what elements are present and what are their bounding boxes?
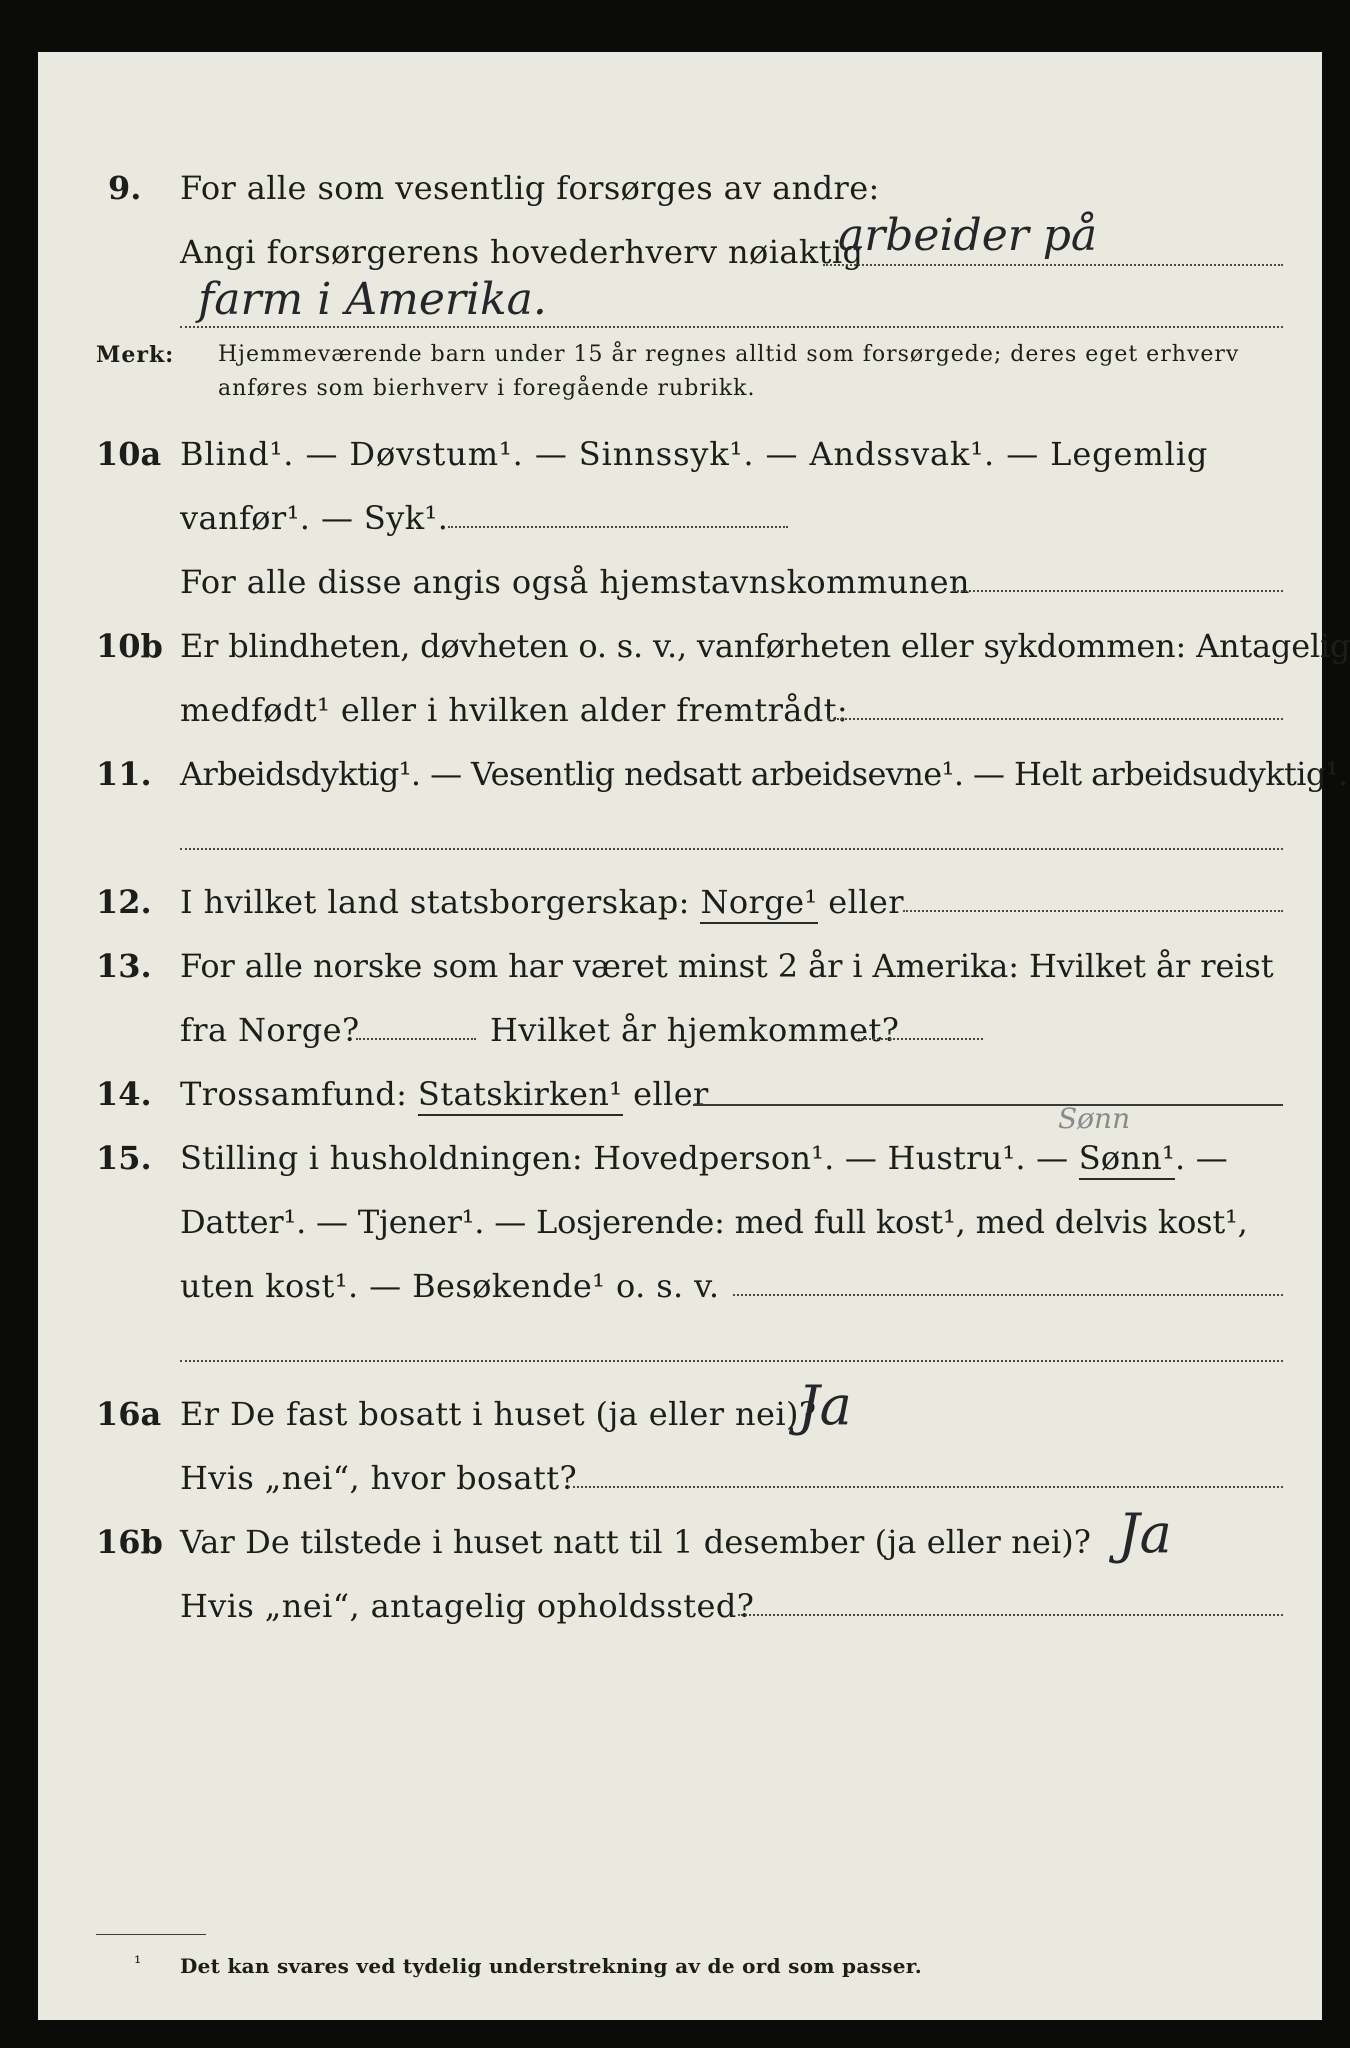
q14-answer-line xyxy=(693,1104,1283,1106)
q16b-text-line1: Var De tilstede i huset natt til 1 desember (ja eller nei)? xyxy=(180,1523,1092,1561)
q9-text-line2: Angi forsørgerens hovederhverv nøiaktig xyxy=(180,233,864,271)
q12-number: 12. xyxy=(96,883,152,921)
q15-underlined-answer: Sønn¹ xyxy=(1079,1139,1175,1180)
q13-text-line1: For alle norske som har været minst 2 år i Amerika: Hvilket år reist xyxy=(180,947,1274,985)
q12-underlined-answer: Norge¹ xyxy=(700,883,817,924)
q9-number: 9. xyxy=(108,169,142,207)
q16a-text-line1: Er De fast bosatt i huset (ja eller nei)? xyxy=(180,1395,817,1433)
q13-answer-line-reist xyxy=(356,1038,476,1040)
q14-suffix: eller xyxy=(633,1075,709,1113)
q12-suffix: eller xyxy=(828,883,904,921)
merk-text-line1: Hjemmeværende barn under 15 år regnes alltid som forsørgede; deres eget erhverv xyxy=(218,342,1240,367)
q15-number: 15. xyxy=(96,1139,152,1177)
q12-answer-line xyxy=(903,910,1283,912)
q10a-text-line2: vanfør¹. — Syk¹. xyxy=(180,499,449,537)
q13-number: 13. xyxy=(96,947,152,985)
q10b-text-line1: Er blindheten, døvheten o. s. v., vanførheten eller sykdommen: Antagelig xyxy=(180,627,1350,665)
q15-options-end: . — xyxy=(1174,1139,1228,1177)
q15-answer-line1 xyxy=(733,1294,1283,1296)
q10a-text-line1: Blind¹. — Døvstum¹. — Sinnssyk¹. — Andssvak¹. — Legemlig xyxy=(180,435,1209,473)
footnote-text: Det kan svares ved tydelig understrekning av de ord som passer. xyxy=(180,1954,923,1978)
q14-underlined-answer: Statskirken¹ xyxy=(418,1075,623,1116)
q12-text xyxy=(180,882,904,922)
q11-text-line1: Arbeidsdyktig¹. — Vesentlig nedsatt arbeidsevne¹. — Helt arbeidsudyktig¹. xyxy=(180,755,1348,793)
q16a-handwritten-answer: Ja xyxy=(798,1374,852,1437)
q13-text-line2b: Hvilket år hjemkommet? xyxy=(490,1011,900,1049)
q16a-text-line2: Hvis „nei“, hvor bosatt? xyxy=(180,1459,578,1497)
q9-answer-line2 xyxy=(180,326,1283,328)
q16b-handwritten-answer: Ja xyxy=(1118,1502,1172,1565)
q10b-number: 10b xyxy=(96,627,163,665)
q13-text-line2a: fra Norge? xyxy=(180,1011,360,1049)
q13-answer-line-hjemkommet xyxy=(858,1038,983,1040)
q10a-number: 10a xyxy=(96,435,162,473)
q9-handwritten-answer-2: farm i Amerika. xyxy=(198,274,547,325)
q15-text-line1 xyxy=(180,1138,1228,1178)
q12-question: I hvilket land statsborgerskap: xyxy=(180,883,690,921)
merk-label: Merk: xyxy=(96,342,175,368)
q9-text-line1: For alle som vesentlig forsørges av andre: xyxy=(180,169,880,207)
census-form-page xyxy=(38,52,1350,2020)
q15-handwritten-note: Sønn xyxy=(1058,1102,1131,1135)
q14-text xyxy=(180,1074,709,1114)
q16b-number: 16b xyxy=(96,1523,163,1561)
q9-answer-line1 xyxy=(823,264,1283,266)
q10a-answer-line1 xyxy=(448,526,788,528)
q14-question: Trossamfund: xyxy=(180,1075,408,1113)
q14-number: 14. xyxy=(96,1075,152,1113)
q11-answer-line xyxy=(180,848,1283,850)
q15-text-line2: Datter¹. — Tjener¹. — Losjerende: med full kost¹, med delvis kost¹, xyxy=(180,1203,1248,1241)
q16a-number: 16a xyxy=(96,1395,162,1433)
q9-handwritten-answer-1: arbeider på xyxy=(838,210,1098,261)
merk-text-line2: anføres som bierhverv i foregående rubrikk. xyxy=(218,376,756,401)
q15-text-line3: uten kost¹. — Besøkende¹ o. s. v. xyxy=(180,1267,720,1305)
q16b-text-line2: Hvis „nei“, antagelig opholdssted? xyxy=(180,1587,755,1625)
q15-answer-line2 xyxy=(180,1360,1283,1362)
q10a-text-line3: For alle disse angis også hjemstavnskommunen xyxy=(180,563,970,601)
q16a-answer-line xyxy=(568,1486,1283,1488)
q10b-answer-line xyxy=(828,718,1283,720)
q11-number: 11. xyxy=(96,755,152,793)
footnote-mark: ¹ xyxy=(134,1953,142,1974)
q16b-answer-line xyxy=(738,1614,1283,1616)
q10a-answer-line2 xyxy=(953,590,1283,592)
q10b-text-line2: medfødt¹ eller i hvilken alder fremtrådt: xyxy=(180,691,849,729)
q15-options: Stilling i husholdningen: Hovedperson¹. — Hustru¹. — xyxy=(180,1139,1069,1177)
footnote-rule xyxy=(96,1934,206,1935)
